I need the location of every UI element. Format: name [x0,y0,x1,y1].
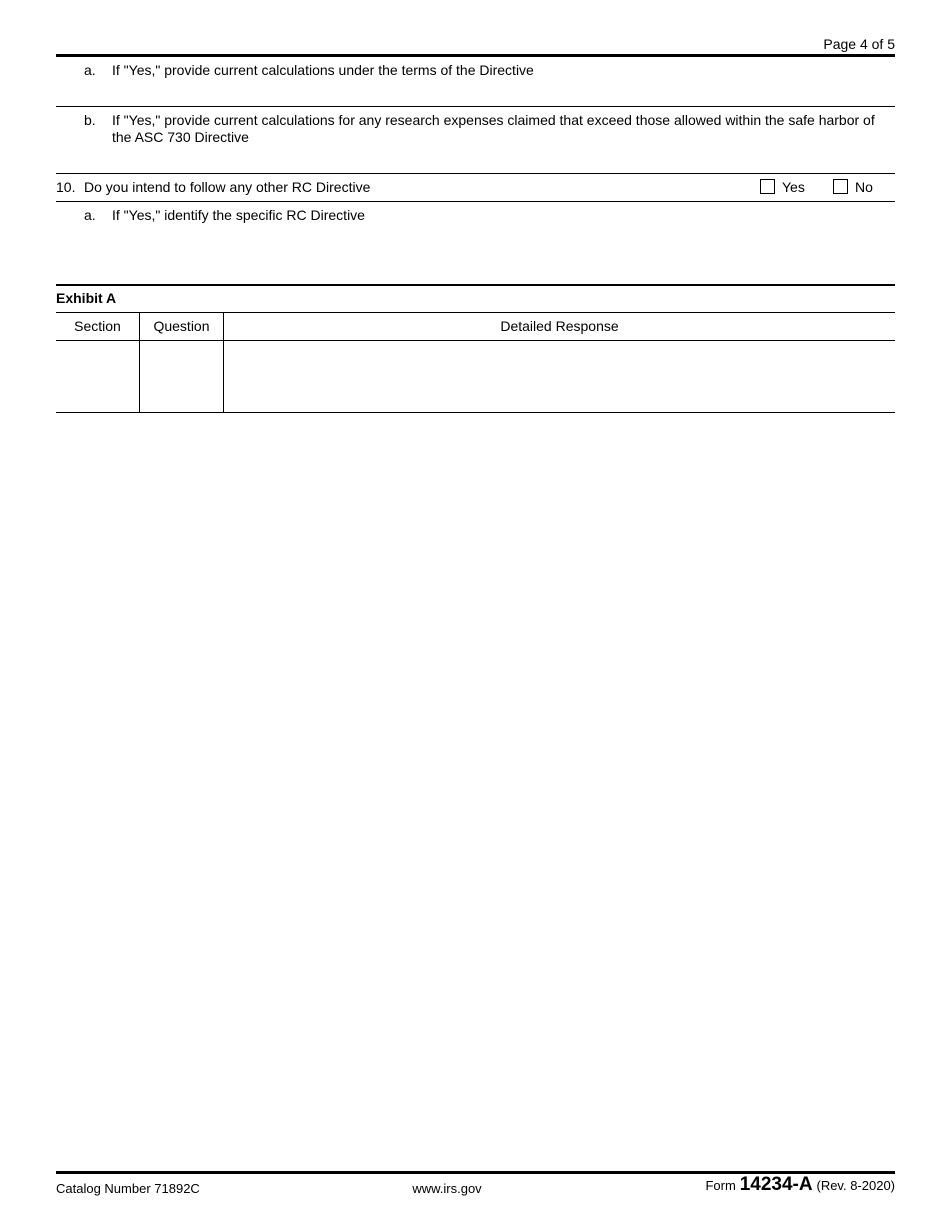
q10-number: 10. [56,179,76,195]
q9b-divider [56,173,895,174]
q9b-text-line2: the ASC 730 Directive [112,129,249,145]
form-prefix: Form [705,1178,736,1193]
form-revision: (Rev. 8-2020) [816,1178,895,1193]
q9b-text-line1: If "Yes," provide current calculations for any research expenses claimed that exceed those allowed within the safe harbor of [112,112,875,128]
q9a-text: If "Yes," provide current calculations under the terms of the Directive [112,62,534,78]
exhibit-bottom-rule [56,412,895,413]
q10-no-checkbox[interactable] [833,179,848,194]
form-identifier [705,1174,895,1197]
exhibit-header-top-rule [56,312,895,313]
form-number: 14234-A [739,1174,813,1195]
website-link[interactable]: www.irs.gov [412,1181,482,1196]
q10a-marker: a. [84,207,96,223]
q9a-divider [56,106,895,107]
column-header-detailed-response: Detailed Response [500,318,619,334]
column-header-section: Section [74,318,121,334]
detailed-response-cell[interactable] [224,341,895,412]
catalog-number: Catalog Number 71892C [56,1181,200,1196]
column-header-question: Question [153,318,210,334]
q9a-marker: a. [84,62,96,78]
q10-yes-checkbox[interactable] [760,179,775,194]
q10-divider [56,201,895,202]
question-cell[interactable] [140,341,223,412]
section-cell[interactable] [56,341,139,412]
q10-text: Do you intend to follow any other RC Directive [84,179,371,195]
q10-yes-label: Yes [782,179,805,195]
page-number: Page 4 of 5 [823,36,895,52]
exhibit-top-rule [56,284,895,286]
q9b-marker: b. [84,112,96,128]
q10a-response-area[interactable] [112,228,895,280]
q10-no-label: No [855,179,873,195]
header-rule [56,54,895,57]
q10a-text: If "Yes," identify the specific RC Directive [112,207,365,223]
exhibit-title: Exhibit A [56,290,117,306]
